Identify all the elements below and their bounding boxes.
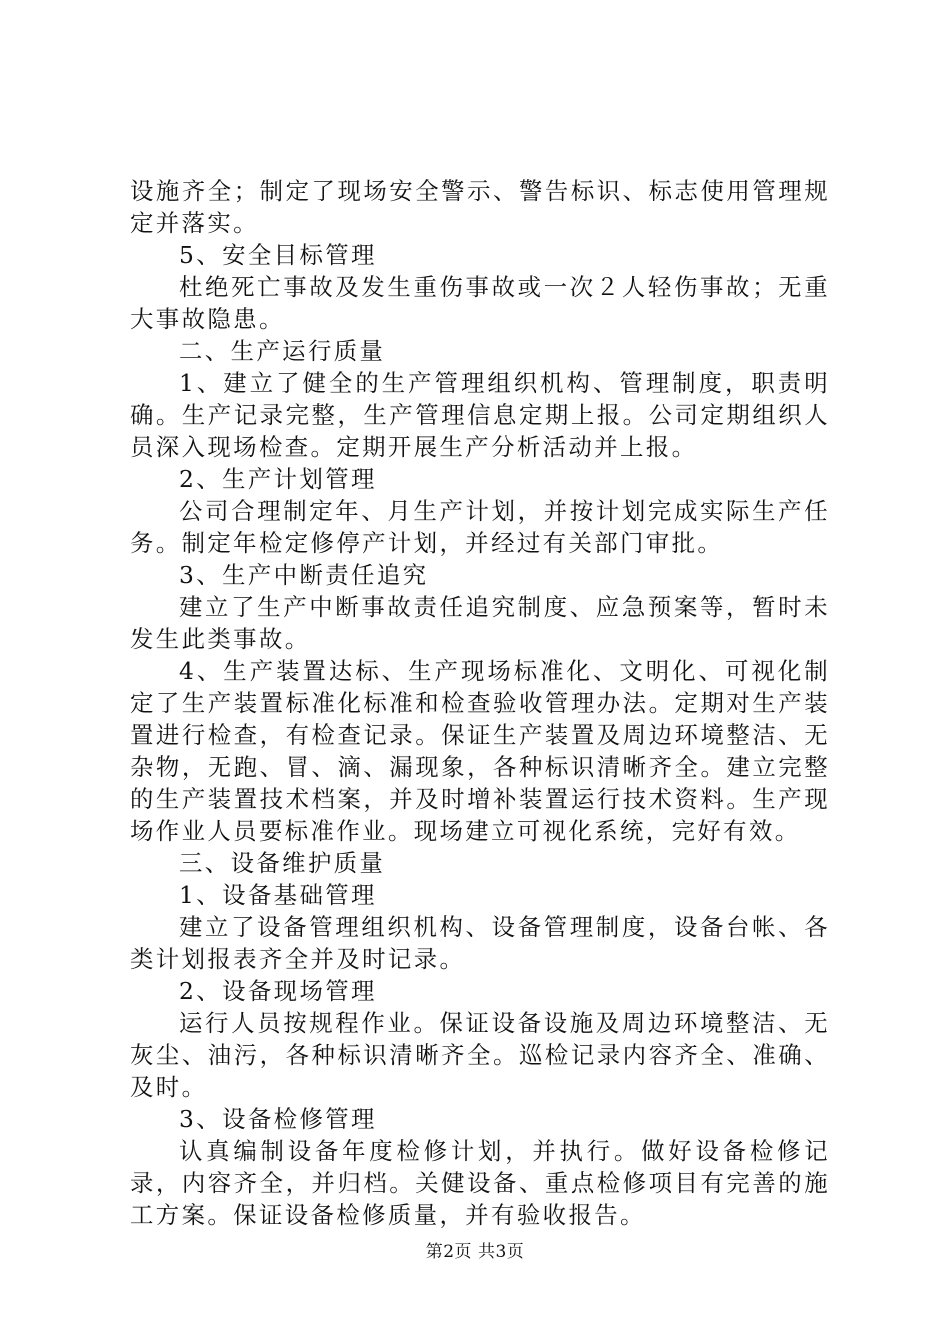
paragraph: 设施齐全；制定了现场安全警示、警告标识、标志使用管理规定并落实。 — [130, 177, 830, 237]
section-heading: 3、设备检修管理 — [179, 1105, 377, 1133]
paragraph: 建立了设备管理组织机构、设备管理制度，设备台帐、各类计划报表齐全并及时记录。 — [130, 913, 830, 973]
section-heading: 2、生产计划管理 — [179, 465, 377, 493]
section-heading: 二、生产运行质量 — [179, 337, 386, 365]
paragraph: 4、生产装置达标、生产现场标准化、文明化、可视化制定了生产装置标准化标准和检查验收管理办法。定期对生产装置进行检查，有检查记录。保证生产装置及周边环境整洁、无杂物，无跑、冒、滴、漏现象，各种标识清晰齐全。建立完整的生产装置技术档案，并及时增补装置运行技术资料。生产现场作业人员要标准作业。现场建立可视化系统，完好有效。 — [130, 657, 830, 845]
paragraph: 认真编制设备年度检修计划，并执行。做好设备检修记录，内容齐全，并归档。关健设备、重点检修项目有完善的施工方案。保证设备检修质量，并有验收报告。 — [130, 1137, 830, 1229]
paragraph: 1、建立了健全的生产管理组织机构、管理制度，职责明确。生产记录完整，生产管理信息定期上报。公司定期组织人员深入现场检查。定期开展生产分析活动并上报。 — [130, 369, 830, 461]
paragraph: 杜绝死亡事故及发生重伤事故或一次２人轻伤事故；无重大事故隐患。 — [130, 273, 830, 333]
paragraph: 建立了生产中断事故责任追究制度、应急预案等，暂时未发生此类事故。 — [130, 593, 830, 653]
section-heading: 3、生产中断责任追究 — [179, 561, 429, 589]
section-heading: 5、安全目标管理 — [179, 241, 377, 269]
section-heading: 1、设备基础管理 — [179, 881, 377, 909]
section-heading: 三、设备维护质量 — [179, 849, 386, 877]
document-body — [130, 175, 830, 1231]
paragraph: 公司合理制定年、月生产计划，并按计划完成实际生产任务。制定年检定修停产计划，并经过有关部门审批。 — [130, 497, 830, 557]
paragraph: 运行人员按规程作业。保证设备设施及周边环境整洁、无灰尘、油污，各种标识清晰齐全。巡检记录内容齐全、准确、及时。 — [130, 1009, 830, 1101]
page-number-footer: 第2页 共3页 — [425, 1242, 525, 1262]
section-heading: 2、设备现场管理 — [179, 977, 377, 1005]
